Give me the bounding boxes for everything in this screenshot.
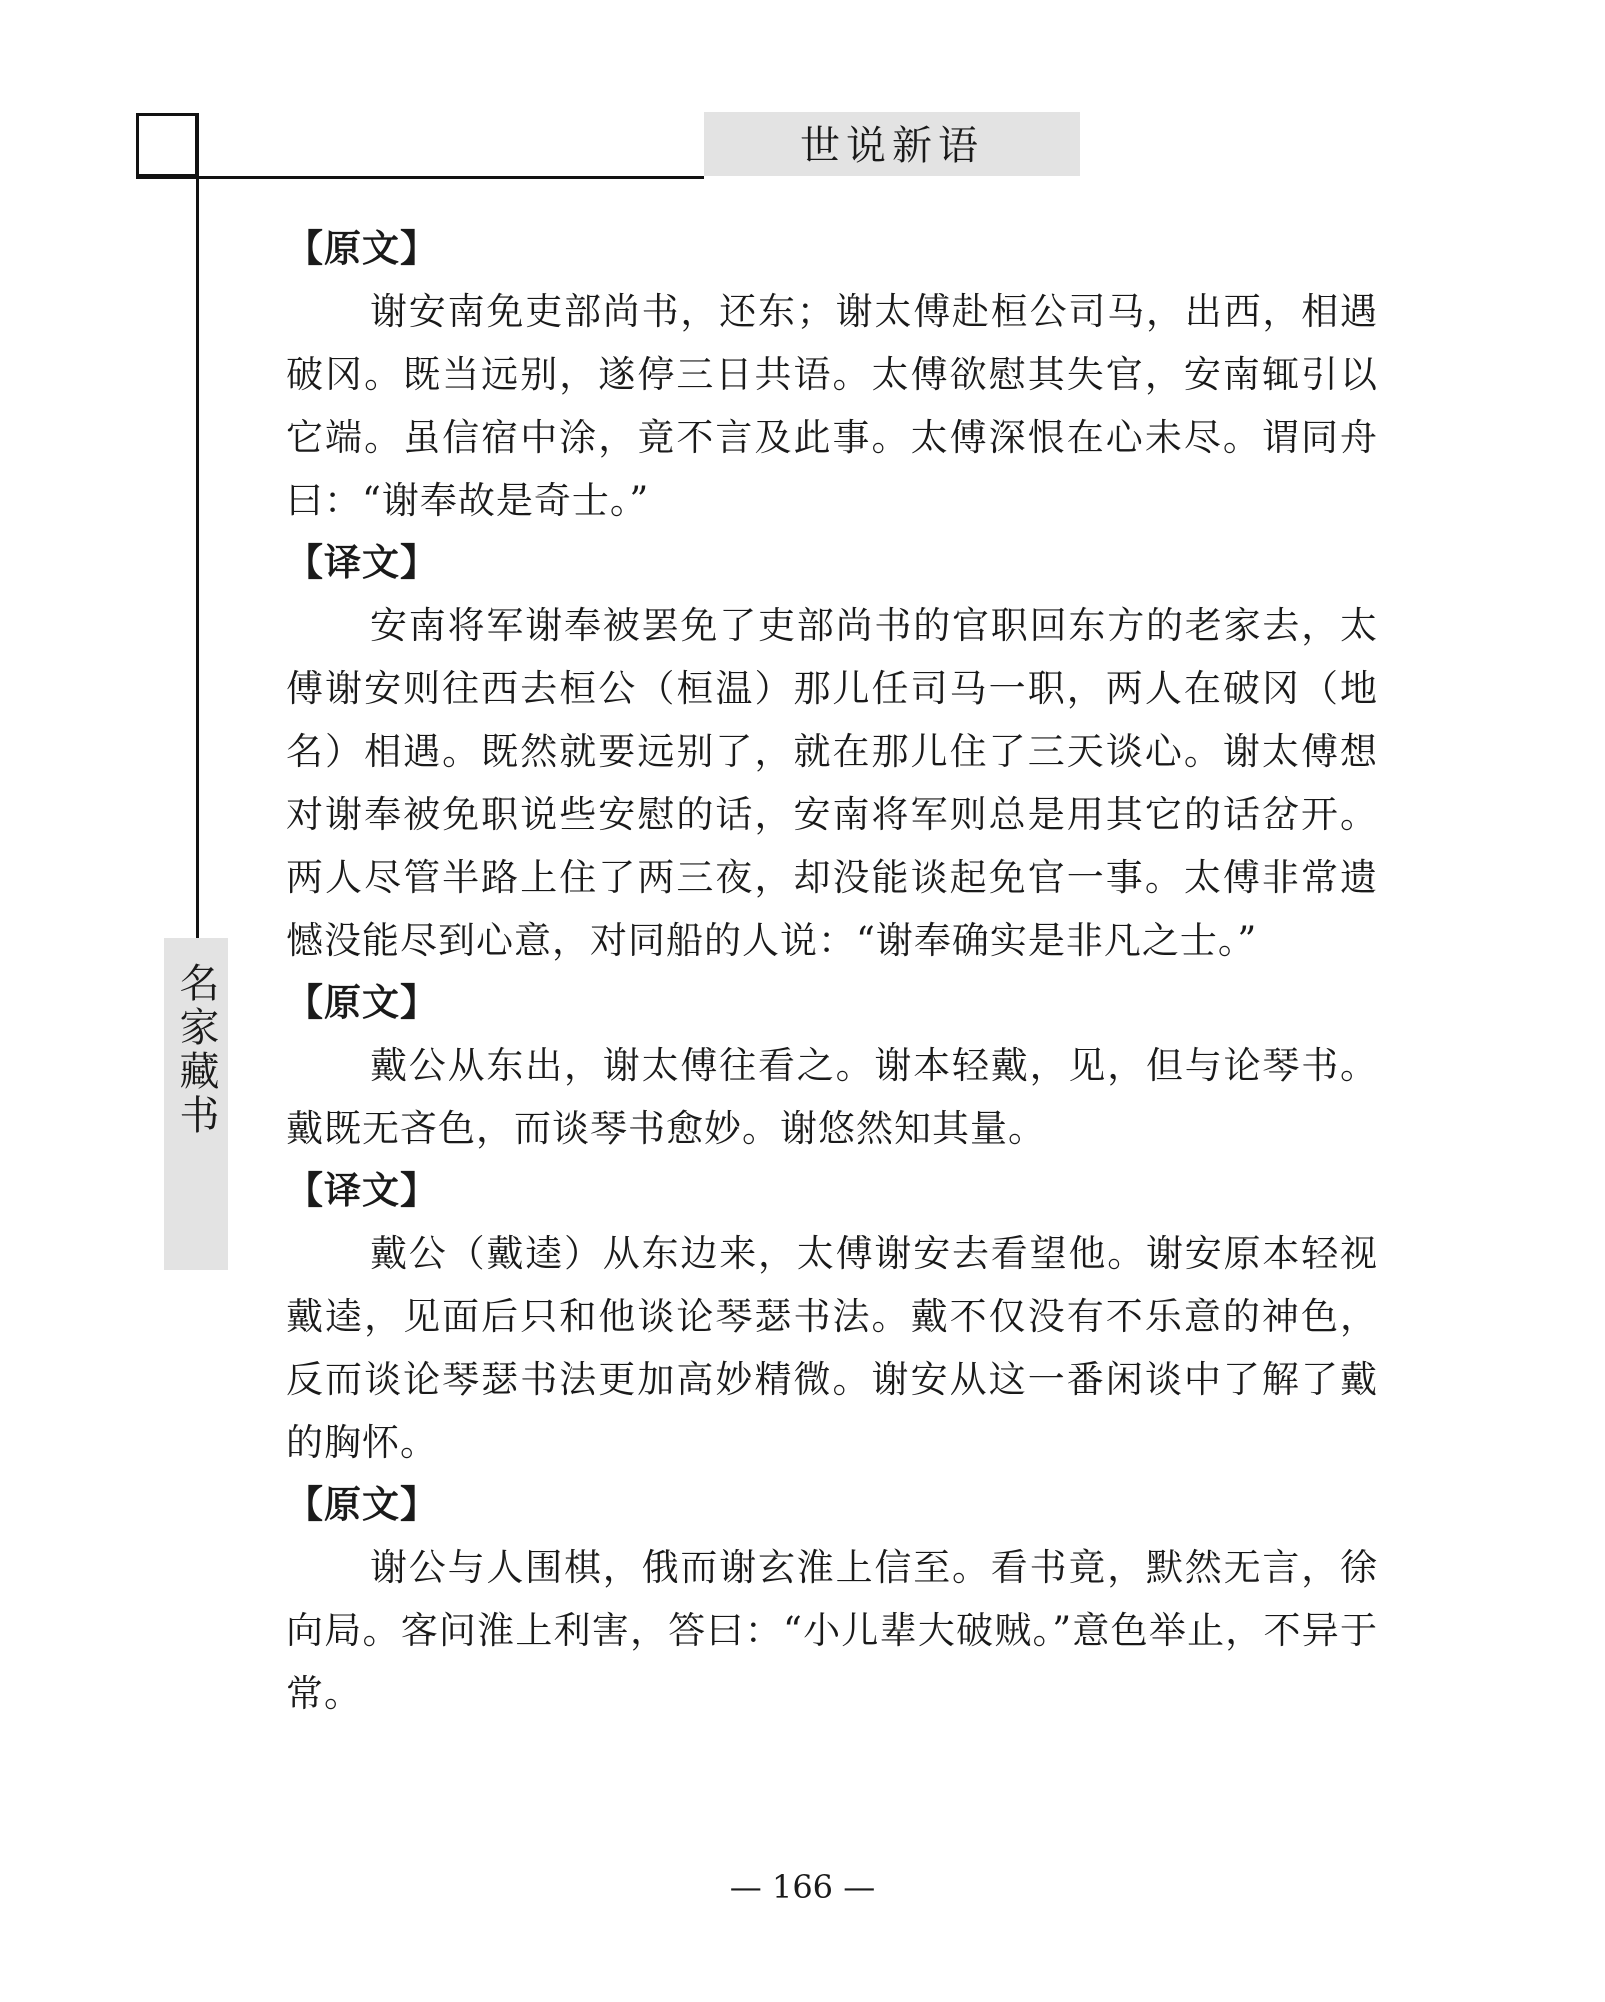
side-tab-label: 名家藏书 <box>173 962 219 1138</box>
section-original-3 <box>286 1474 1378 1725</box>
section-paragraph: 戴公（戴逵）从东边来，太傅谢安去看望他。谢安原本轻视戴逵，见面后只和他谈论琴瑟书法。戴不仅没有不乐意的神色，反而谈论琴瑟书法更加高妙精微。谢安从这一番闲谈中了解了戴的胸怀。 <box>286 1232 1378 1464</box>
page-body <box>286 218 1378 1725</box>
page-number: — 166 — <box>729 1868 876 1906</box>
section-heading: 【译文】 <box>286 541 438 584</box>
section-heading: 【原文】 <box>286 981 438 1024</box>
section-translation-2 <box>286 1160 1378 1474</box>
header-rule <box>136 176 704 179</box>
section-heading: 【原文】 <box>286 1483 438 1526</box>
section-original-1 <box>286 218 1378 532</box>
book-title: 世说新语 <box>800 123 984 169</box>
section-paragraph: 谢公与人围棋，俄而谢玄淮上信至。看书竟，默然无言，徐向局。客问淮上利害，答曰：“小儿辈大破贼。”意色举止，不异于常。 <box>286 1546 1378 1715</box>
margin-rule <box>196 113 199 939</box>
section-paragraph: 戴公从东出，谢太傅往看之。谢本轻戴，见，但与论琴书。戴既无吝色，而谈琴书愈妙。谢悠然知其量。 <box>286 1044 1378 1150</box>
section-original-2 <box>286 972 1378 1160</box>
section-paragraph: 安南将军谢奉被罢免了吏部尚书的官职回东方的老家去，太傅谢安则往西去桓公（桓温）那儿任司马一职，两人在破冈（地名）相遇。既然就要远别了，就在那儿住了三天谈心。谢太傅想对谢奉被免职说些安慰的话，安南将军则总是用其它的话岔开。两人尽管半路上住了两三夜，却没能谈起免官一事。太傅非常遗憾没能尽到心意，对同船的人说：“谢奉确实是非凡之士。” <box>286 604 1378 962</box>
corner-frame-box <box>136 113 198 177</box>
section-translation-1 <box>286 532 1378 972</box>
section-paragraph: 谢安南免吏部尚书，还东；谢太傅赴桓公司马，出西，相遇破冈。既当远别，遂停三日共语。太傅欲慰其失官，安南辄引以它端。虽信宿中涂，竟不言及此事。太傅深恨在心未尽。谓同舟曰：“谢奉故是奇士。” <box>286 290 1378 522</box>
section-heading: 【原文】 <box>286 227 438 270</box>
section-heading: 【译文】 <box>286 1169 438 1212</box>
